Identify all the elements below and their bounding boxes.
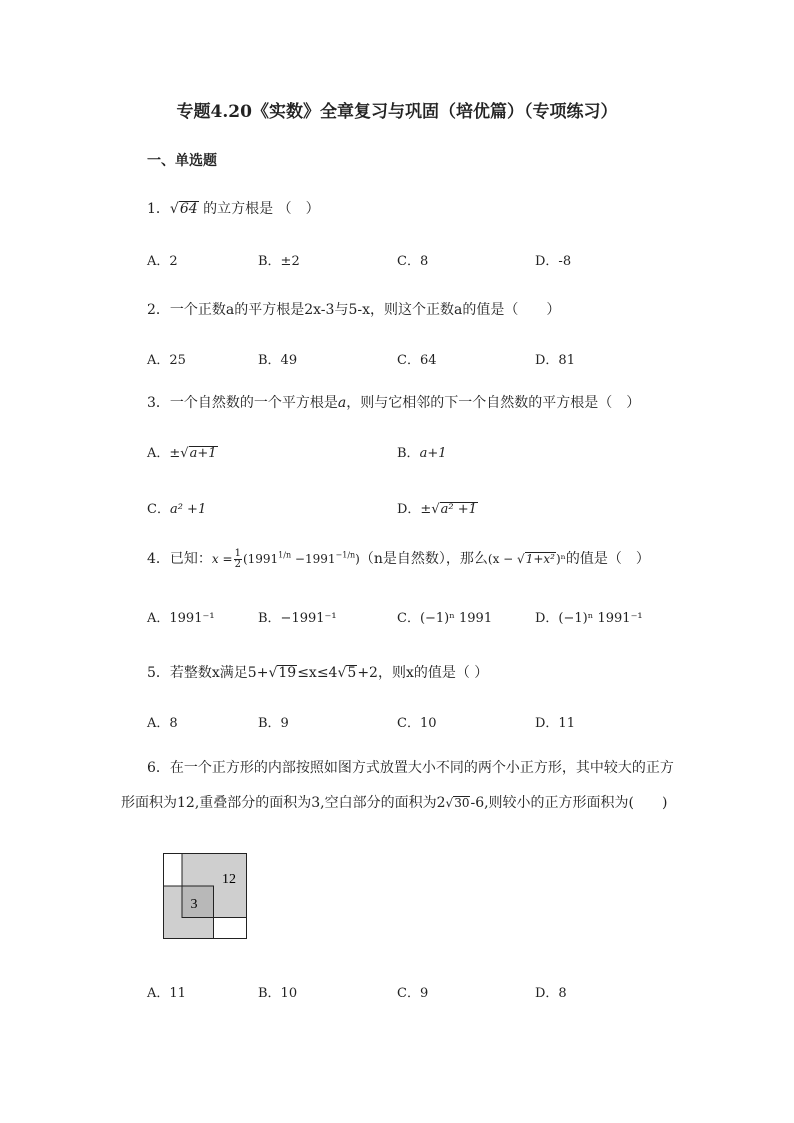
question-2: 2．一个正数a的平方根是2x-3与5-x，则这个正数a的值是（ ） xyxy=(147,302,561,318)
radicand: 30 xyxy=(454,796,470,810)
exponent-2: −1/n xyxy=(335,550,356,560)
option-a: A．25 xyxy=(147,353,186,368)
question-number: 1． xyxy=(147,201,170,217)
radicand: 64 xyxy=(179,201,198,217)
section-heading: 一、单选题 xyxy=(147,153,217,169)
option-d: D．(−1)ⁿ 1991⁻¹ xyxy=(535,611,643,626)
inequality-middle: ≤x≤4 xyxy=(297,665,338,681)
radicand: 19 xyxy=(278,665,297,681)
question-5: 5．若整数x满足5+√19≤x≤4√5+2，则x的值是（ ） xyxy=(147,665,489,681)
option-c xyxy=(147,498,206,517)
option-b: B．10 xyxy=(258,986,298,1001)
overlap-label: 3 xyxy=(190,897,198,912)
option-d: D．±√a² +1 xyxy=(397,502,477,517)
option-d: D．-8 xyxy=(535,254,572,269)
condition-text: （n是自然数），那么 xyxy=(359,551,488,567)
option-c: C．64 xyxy=(397,353,437,368)
option-c: C．9 xyxy=(397,986,429,1001)
question-1 xyxy=(147,198,320,218)
radicand: 1+x² xyxy=(525,552,555,566)
option-c: C．(−1)ⁿ 1991 xyxy=(397,611,493,626)
option-d: D．8 xyxy=(535,986,567,1001)
expression-end: )ⁿ xyxy=(555,552,566,566)
page-title: 专题4.20《实数》全章复习与巩固（培优篇）（专项练习） xyxy=(176,102,618,122)
option-b: B．−1991⁻¹ xyxy=(258,611,337,626)
option-b xyxy=(397,442,446,461)
option-a: A．1991⁻¹ xyxy=(147,611,215,626)
radicand: 5 xyxy=(347,665,357,681)
overlap-square xyxy=(182,886,214,918)
question-3 xyxy=(147,392,640,412)
option-b: B．9 xyxy=(258,716,289,731)
option-c: C．8 xyxy=(397,254,429,269)
option-label: D．± xyxy=(397,502,432,517)
question-stem-end: ，则与它相邻的下一个自然数的平方根是（ ） xyxy=(346,395,641,411)
radicand: a+1 xyxy=(189,446,217,461)
option-label: A．± xyxy=(147,446,181,461)
question-stem: 的立方根是 （ ） xyxy=(198,201,320,217)
term-2: −1991 xyxy=(291,552,336,566)
variable-a: a xyxy=(337,395,347,411)
option-a: A．11 xyxy=(147,986,186,1001)
exponent-1: 1/n xyxy=(278,550,292,560)
radicand: a² +1 xyxy=(440,502,477,517)
question-stem-start: 形面积为12,重叠部分的面积为3,空白部分的面积为2 xyxy=(121,795,446,811)
term-1: (1991 xyxy=(242,552,279,566)
option-d: D．81 xyxy=(535,353,575,368)
question-stem-end: +2，则x的值是（ ） xyxy=(357,665,489,681)
question-stem-start: 5．若整数x满足5+ xyxy=(147,665,269,681)
question-stem-end: 的值是（ ） xyxy=(565,551,650,567)
numerator: 1 xyxy=(234,547,241,559)
equation-lhs: x = xyxy=(211,552,233,566)
option-d: D．11 xyxy=(535,716,575,731)
sqrt-expression: √64 xyxy=(169,201,198,217)
question-stem-start: 3．一个自然数的一个平方根是 xyxy=(147,395,338,411)
denominator: 2 xyxy=(234,558,241,570)
question-4: 4．已知：x = $\frac{1}{2}$ $(1991^{1/n} -1991^{-1/n})(n$是自然数），那么(x − √1+x²)ⁿ的值是（ ） xyxy=(147,547,650,570)
question-6-line-1: 6．在一个正方形的内部按照如图方式放置大小不同的两个小正方形，其中较大的正方 xyxy=(147,760,674,776)
expression-start: (x − xyxy=(487,552,518,566)
squares-figure xyxy=(163,853,247,939)
option-value: a+1 xyxy=(419,446,447,461)
option-c: C．10 xyxy=(397,716,437,731)
question-6-line-2: 形面积为12,重叠部分的面积为3,空白部分的面积为2√30-6,则较小的正方形面积为( ) xyxy=(121,795,668,811)
large-square-label: 12 xyxy=(222,872,236,887)
option-a: A．2 xyxy=(147,254,178,269)
close-paren: ) xyxy=(355,552,360,566)
question-stem-start: 4．已知： xyxy=(147,551,212,567)
option-a: A．±√a+1 xyxy=(147,446,217,461)
fraction-half xyxy=(234,549,242,570)
question-stem-end: -6,则较小的正方形面积为( ) xyxy=(470,795,668,811)
option-label: B． xyxy=(397,446,420,461)
option-a: A．8 xyxy=(147,716,178,731)
option-label: C． xyxy=(147,502,170,517)
option-b: B．49 xyxy=(258,353,298,368)
option-b: B．±2 xyxy=(258,254,300,269)
option-value: a² +1 xyxy=(169,502,207,517)
